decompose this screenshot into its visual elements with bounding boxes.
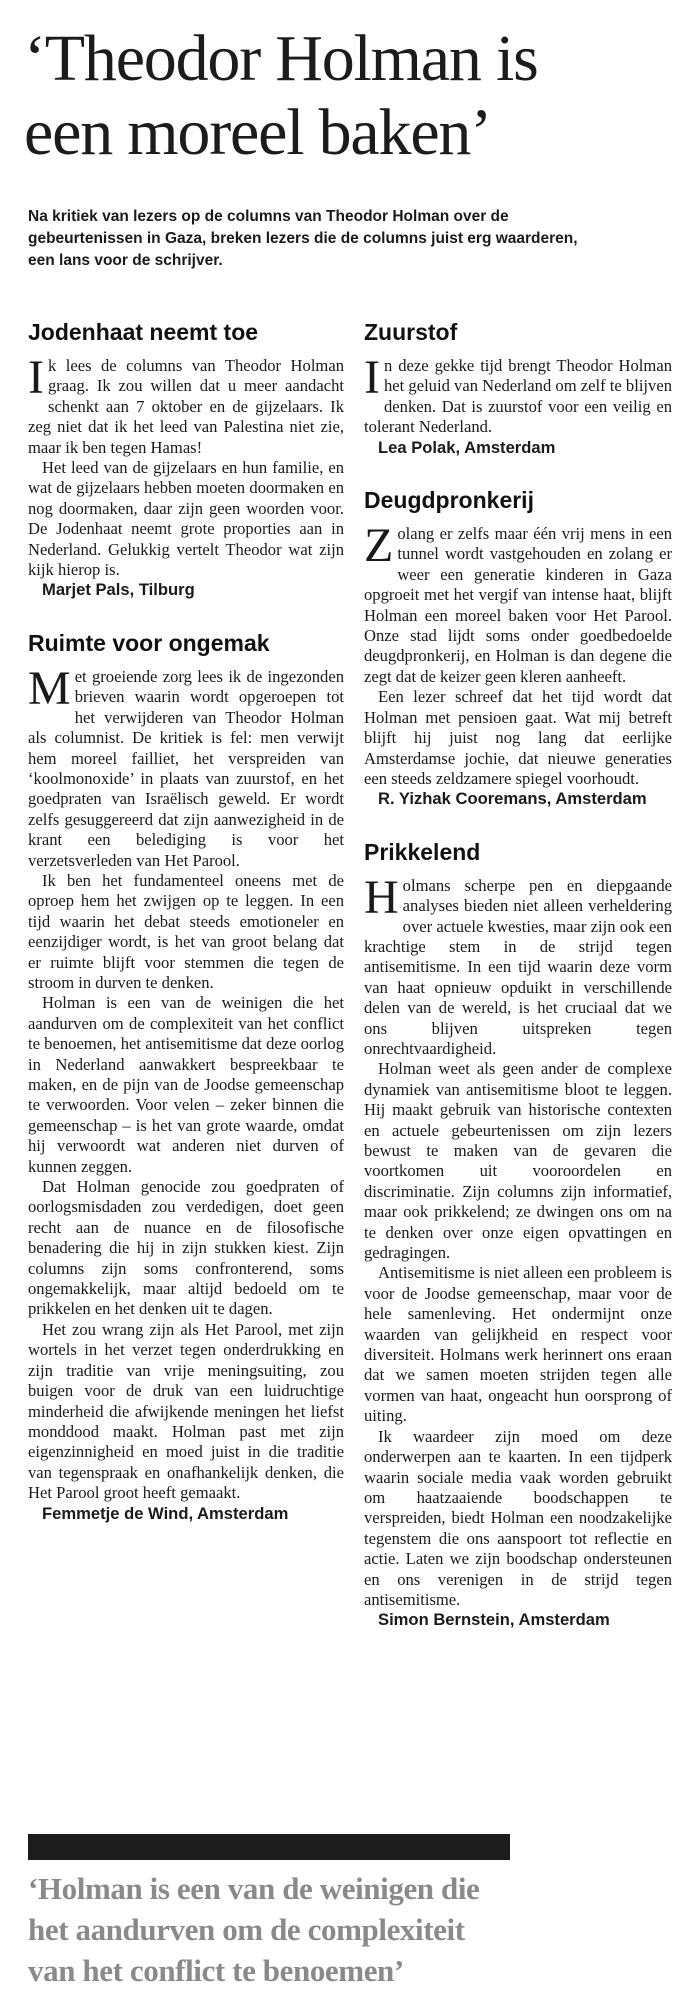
letter-paragraph: Ik ben het fundamenteel oneens met de oproep hem het zwijgen op te leggen. In een tijd waarin het debat steeds emotioneler en eenzijdiger wordt, is het van groot belang dat er ruimte blijft voor stemmen die tegen de stroom in durven te denken. <box>28 870 344 992</box>
letter-paragraph: Met groeiende zorg lees ik de ingezonden brieven waarin wordt opgeroepen tot het verwijderen van Theodor Holman als columnist. De kritiek is fel: men verwijt hem moreel failliet, het verspreiden van ‘koolmonoxide’ in plaats van zuurstof, en het goedpraten van Israëlisch geweld. Er wordt zelfs gesuggereerd dat zijn aanwezigheid in de krant een belediging is voor het verzetsverleden van Het Parool. <box>28 661 344 870</box>
letter-deugdpronkerij <box>364 486 672 810</box>
letter-paragraph: Holman is een van de weinigen die het aandurven om de complexiteit van het conflict te benoemen, het antisemitisme dat deze oorlog in Nederland aanwakkert bespreekbaar te maken, en de pijn van de Joodse gemeenschap te verwoorden. Voor velen – zeker binnen die gemeenschap – is het van grote waarde, omdat hij verwoordt wat anderen niet durven of kunnen zeggen. <box>28 993 344 1176</box>
letter-paragraph: Ik waardeer zijn moed om deze onderwerpen aan te kaarten. In een tijdperk waarin sociale media vaak worden gebruikt om haatzaaiende boodschappen te verspreiden, biedt Holman een noodzakelijke tegenstem die ons aanspoort tot reflectie en actie. Laten we zijn boodschap ondersteunen en ons verenigen in de strijd tegen antisemitisme. <box>364 1426 672 1609</box>
letter-prikkelend <box>364 838 672 1631</box>
pullquote-line-1: ‘Holman is een van de weinigen die <box>28 1871 480 1906</box>
column-left <box>28 318 344 1552</box>
column-right <box>364 318 672 1659</box>
letter-ruimte-voor-ongemak <box>28 629 344 1524</box>
letter-paragraph: Holmans scherpe pen en diepgaande analyses bieden niet alleen verheldering over actuele kwesties, maar zijn ook een krachtige stem in de strijd tegen antisemitisme. In een tijd waarin deze vorm van haat opnieuw opduikt in verschillende delen van de wereld, is het cruciaal dat we ons blijven uitspreken tegen onrechtvaardigheid. <box>364 870 672 1058</box>
letter-signature: Lea Polak, Amsterdam <box>378 437 556 457</box>
letter-heading: Deugdpronkerij <box>364 487 534 514</box>
letter-paragraph: Het zou wrang zijn als Het Parool, met zijn wortels in het verzet tegen onderdrukking en zijn traditie van vrije meningsuiting, zou buigen voor de druk van een luidruchtige minderheid die afwijkende meningen het liefst monddood maakt. Holman past met zijn eigenzinnigheid en moed juist in die traditie van tegenspraak en onafhankelijk denken, die Het Parool groot heeft gemaakt. <box>28 1319 344 1503</box>
letter-paragraph: Het leed van de gijzelaars en hun familie, en wat de gijzelaars hebben moeten doormaken en nog doormaken, daar zijn geen woorden voor. De Jodenhaat neemt grote proporties aan in Nederland. Gelukkig vertelt Theodor wat zijn kijk hierop is. <box>28 458 344 580</box>
pullquote <box>28 1868 668 1991</box>
letter-signature: Simon Bernstein, Amsterdam <box>378 1610 610 1630</box>
pullquote-bar <box>28 1834 510 1860</box>
letter-signature: R. Yizhak Cooremans, Amsterdam <box>378 789 647 809</box>
letter-zuurstof <box>364 318 672 458</box>
letter-jodenhaat <box>28 318 344 601</box>
letter-paragraph: Ik lees de columns van Theodor Holman graag. Ik zou willen dat u meer aandacht schenkt aan 7 oktober en de gijzelaars. Ik zeg niet dat ik het leed van Palestina niet zie, maar ik ben tegen Hamas! <box>28 351 344 457</box>
letter-paragraph: Een lezer schreef dat het tijd wordt dat Holman met pensioen gaat. Wat mij betreft blijft hij juist nog lang dat eerlijke Amsterdamse jochie, dat nieuwe generaties een steeds zeldzamere spiegel voorhoudt. <box>364 687 672 788</box>
headline <box>24 22 664 170</box>
headline-line-2: een moreel baken’ <box>24 96 491 169</box>
letter-paragraph: In deze gekke tijd brengt Theodor Holman het geluid van Nederland om zelf te blijven denken. Dat is zuurstof voor een veilig en tolerant Nederland. <box>364 351 672 437</box>
letter-paragraph: Antisemitisme is niet alleen een probleem is voor de Joodse gemeenschap, maar voor de hele samenleving. Het ondermijnt onze waarden van gelijkheid en respect voor diversiteit. Holmans werk herinnert ons eraan dat we samen moeten strijden tegen alle vormen van haat, ongeacht hun oorsprong of uiting. <box>364 1263 673 1426</box>
letter-heading: Zuurstof <box>364 319 458 345</box>
letter-signature: Marjet Pals, Tilburg <box>42 580 195 600</box>
letter-paragraph: Holman weet als geen ander de complexe dynamiek van antisemitisme bloot te leggen. Hij maakt gebruik van historische contexten en actuele gebeurtenissen om zijn lezers bewust te maken van de gevaren die voortkomen uit vooroordelen en discriminatie. Zijn columns zijn informatief, maar ook prikkelend; ze dwingen ons om na te denken over onze eigen opvattingen en gedragingen. <box>364 1059 672 1263</box>
intro-lead: Na kritiek van lezers op de columns van Theodor Holman over de gebeurtenissen in Gaza, breken lezers die de columns juist erg waarderen, een lans voor de schrijver. <box>28 208 578 269</box>
pullquote-line-3: van het conflict te benoemen’ <box>28 1953 404 1988</box>
letter-paragraph: Dat Holman genocide zou goedpraten of oorlogsmisdaden zou verdedigen, doet geen recht aan de nuance en de filosofische benadering die hij in zijn stukken kiest. Zijn columns zijn soms confronterend, soms ongemakkelijk, maar altijd bedoeld om te prikkelen en het denken uit te dagen. <box>28 1177 344 1319</box>
letter-paragraph: Zolang er zelfs maar één vrij mens in een tunnel wordt vastgehouden en zolang er weer een generatie kinderen in Gaza opgroeit met het vergif van intense haat, blijft Holman een moreel baken voor Het Parool. Onze stad lijdt soms onder goedbedoelde deugdpronkerij, en Holman is dan degene die zegt dat de keizer geen kleren aanheeft. <box>364 519 672 686</box>
letter-heading: Jodenhaat neemt toe <box>28 319 259 345</box>
letter-heading: Prikkelend <box>364 838 481 865</box>
letter-heading: Ruimte voor ongemak <box>28 629 270 656</box>
letter-signature: Femmetje de Wind, Amsterdam <box>42 1503 289 1523</box>
pullquote-line-2: het aandurven om de complexiteit <box>28 1912 465 1947</box>
headline-line-1: ‘Theodor Holman is <box>24 22 538 95</box>
